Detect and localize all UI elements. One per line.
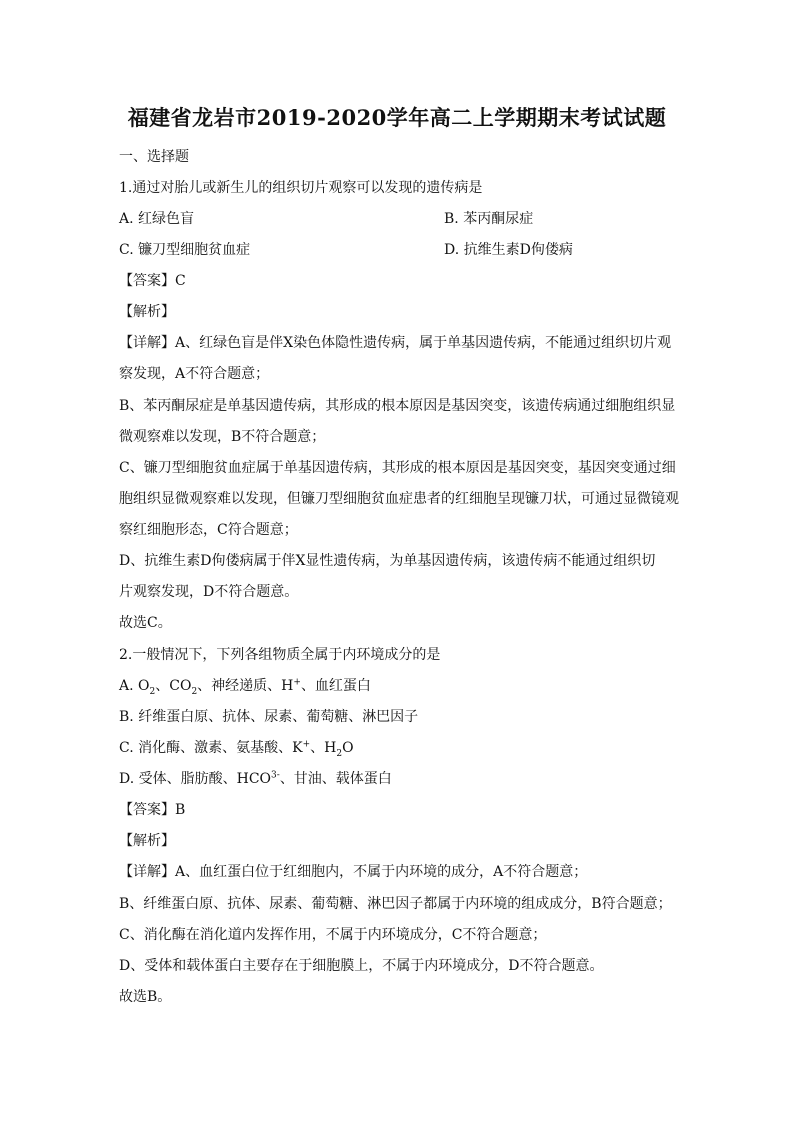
q1-option-b: B. 苯丙酮尿症 bbox=[444, 211, 534, 227]
q2-conclusion: 故选B。 bbox=[119, 989, 172, 1005]
q2-answer: 【答案】B bbox=[119, 802, 186, 818]
q2-analysis-heading: 【解析】 bbox=[119, 833, 175, 849]
q1-option-d: D. 抗维生素D佝偻病 bbox=[444, 242, 573, 258]
page-title: 福建省龙岩市2019-2020学年高二上学期期末考试试题 bbox=[127, 105, 667, 130]
q2-option-c: C. 消化酶、激素、氨基酸、K+、$H_2O$ bbox=[119, 739, 354, 759]
q1-answer: 【答案】C bbox=[119, 273, 186, 289]
q2-option-d: D. 受体、脂肪酸、$HCO^{3-}$、甘油、载体蛋白 bbox=[119, 770, 392, 787]
q1-option-a: A. 红绿色盲 bbox=[119, 211, 195, 227]
q1-option-c: C. 镰刀型细胞贫血症 bbox=[119, 242, 251, 258]
q1-detail-line: C、镰刀型细胞贫血症属于单基因遗传病，其形成的根本原因是基因突变，基因突变通过细 bbox=[119, 460, 676, 476]
section-heading: 一、选择题 bbox=[119, 149, 189, 165]
q1-detail-line: B、苯丙酮尿症是单基因遗传病，其形成的根本原因是基因突变，该遗传病通过细胞组织显 bbox=[119, 398, 676, 414]
q2-option-a: A. $O_2$、$CO_2$、神经递质、H+、血红蛋白 bbox=[119, 677, 371, 697]
q1-detail-line: 胞组织显微观察难以发现，但镰刀型细胞贫血症患者的红细胞呈现镰刀状，可通过显微镜观 bbox=[119, 491, 679, 507]
q1-detail-line: 【详解】A、红绿色盲是伴X染色体隐性遗传病，属于单基因遗传病，不能通过组织切片观 bbox=[119, 335, 672, 351]
q1-stem: 1.通过对胎儿或新生儿的组织切片观察可以发现的遗传病是 bbox=[119, 180, 483, 196]
q2-detail-line: B、纤维蛋白原、抗体、尿素、葡萄糖、淋巴因子都属于内环境的组成成分，B符合题意； bbox=[119, 896, 672, 912]
q1-detail-line: 片观察发现，D不符合题意。 bbox=[119, 584, 299, 600]
q1-detail-line: D、抗维生素D佝偻病属于伴X显性遗传病，为单基因遗传病，该遗传病不能通过组织切 bbox=[119, 553, 656, 569]
q1-conclusion: 故选C。 bbox=[119, 615, 172, 631]
q1-analysis-heading: 【解析】 bbox=[119, 304, 175, 320]
q2-option-b: B. 纤维蛋白原、抗体、尿素、葡萄糖、淋巴因子 bbox=[119, 709, 419, 725]
q1-detail-line: 察红细胞形态，C符合题意； bbox=[119, 522, 298, 538]
q1-detail-line: 察发现，A不符合题意； bbox=[119, 366, 270, 382]
q2-detail-line: C、消化酶在消化道内发挥作用，不属于内环境成分，C不符合题意； bbox=[119, 927, 547, 943]
q1-detail-line: 微观察难以发现，B不符合题意； bbox=[119, 429, 326, 445]
q2-detail-line: D、受体和载体蛋白主要存在于细胞膜上，不属于内环境成分，D不符合题意。 bbox=[119, 958, 604, 974]
q2-detail-line: 【详解】A、血红蛋白位于红细胞内，不属于内环境的成分，A不符合题意； bbox=[119, 864, 588, 880]
q2-stem: 2.一般情况下，下列各组物质全属于内环境成分的是 bbox=[119, 647, 441, 663]
